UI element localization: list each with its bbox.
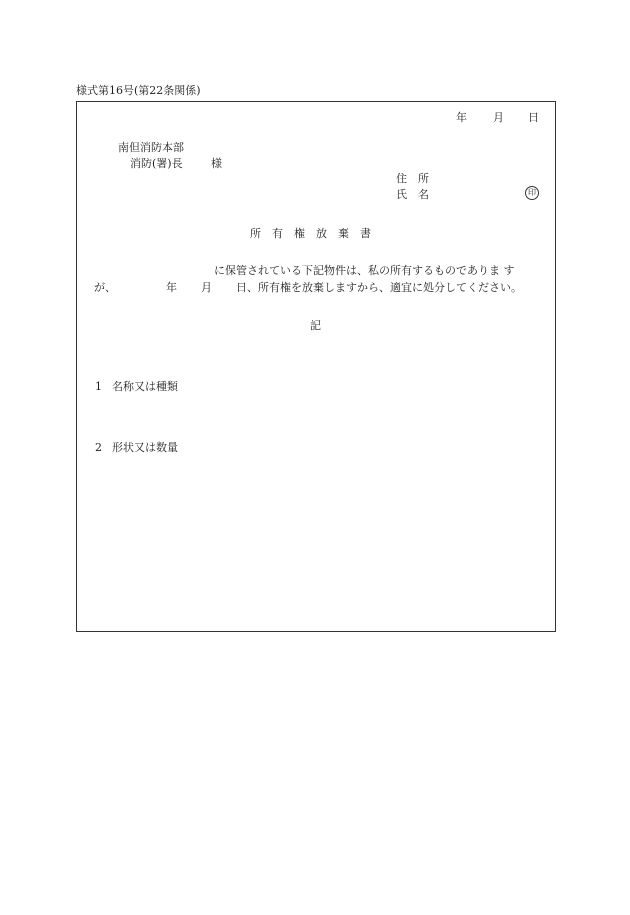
body-line-2-month: 月 bbox=[201, 281, 212, 294]
body-line-2-year: 年 bbox=[166, 281, 177, 294]
addressee-title: 消防(署)長 bbox=[130, 157, 183, 170]
addressee-honorific: 様 bbox=[211, 157, 222, 170]
item-2-number: 2 bbox=[95, 441, 102, 454]
item-2-label: 形状又は数量 bbox=[112, 441, 178, 454]
body-line-2-rest: 日、所有権を放棄しますから、適宜に処分してください。 bbox=[236, 281, 522, 294]
body-line-1: に保管されている下記物件は、私の所有するものでありま す bbox=[214, 264, 515, 277]
item-1-label: 名称又は種類 bbox=[112, 380, 178, 393]
date-day-label: 日 bbox=[528, 111, 539, 124]
applicant-address-label: 住 所 bbox=[396, 172, 429, 185]
form-number-label: 様式第16号(第22条関係) bbox=[76, 84, 201, 97]
body-line-2-prefix: が、 bbox=[94, 281, 116, 294]
date-month-label: 月 bbox=[493, 111, 504, 124]
applicant-name-label: 氏 名 bbox=[396, 188, 429, 201]
seal-mark: 印 bbox=[525, 186, 539, 200]
form-frame bbox=[76, 101, 556, 632]
ki-heading: 記 bbox=[310, 319, 321, 332]
document-title: 所 有 権 放 棄 書 bbox=[250, 227, 371, 240]
addressee-organization: 南但消防本部 bbox=[118, 141, 184, 154]
date-year-label: 年 bbox=[456, 111, 467, 124]
item-1-number: 1 bbox=[95, 380, 102, 393]
